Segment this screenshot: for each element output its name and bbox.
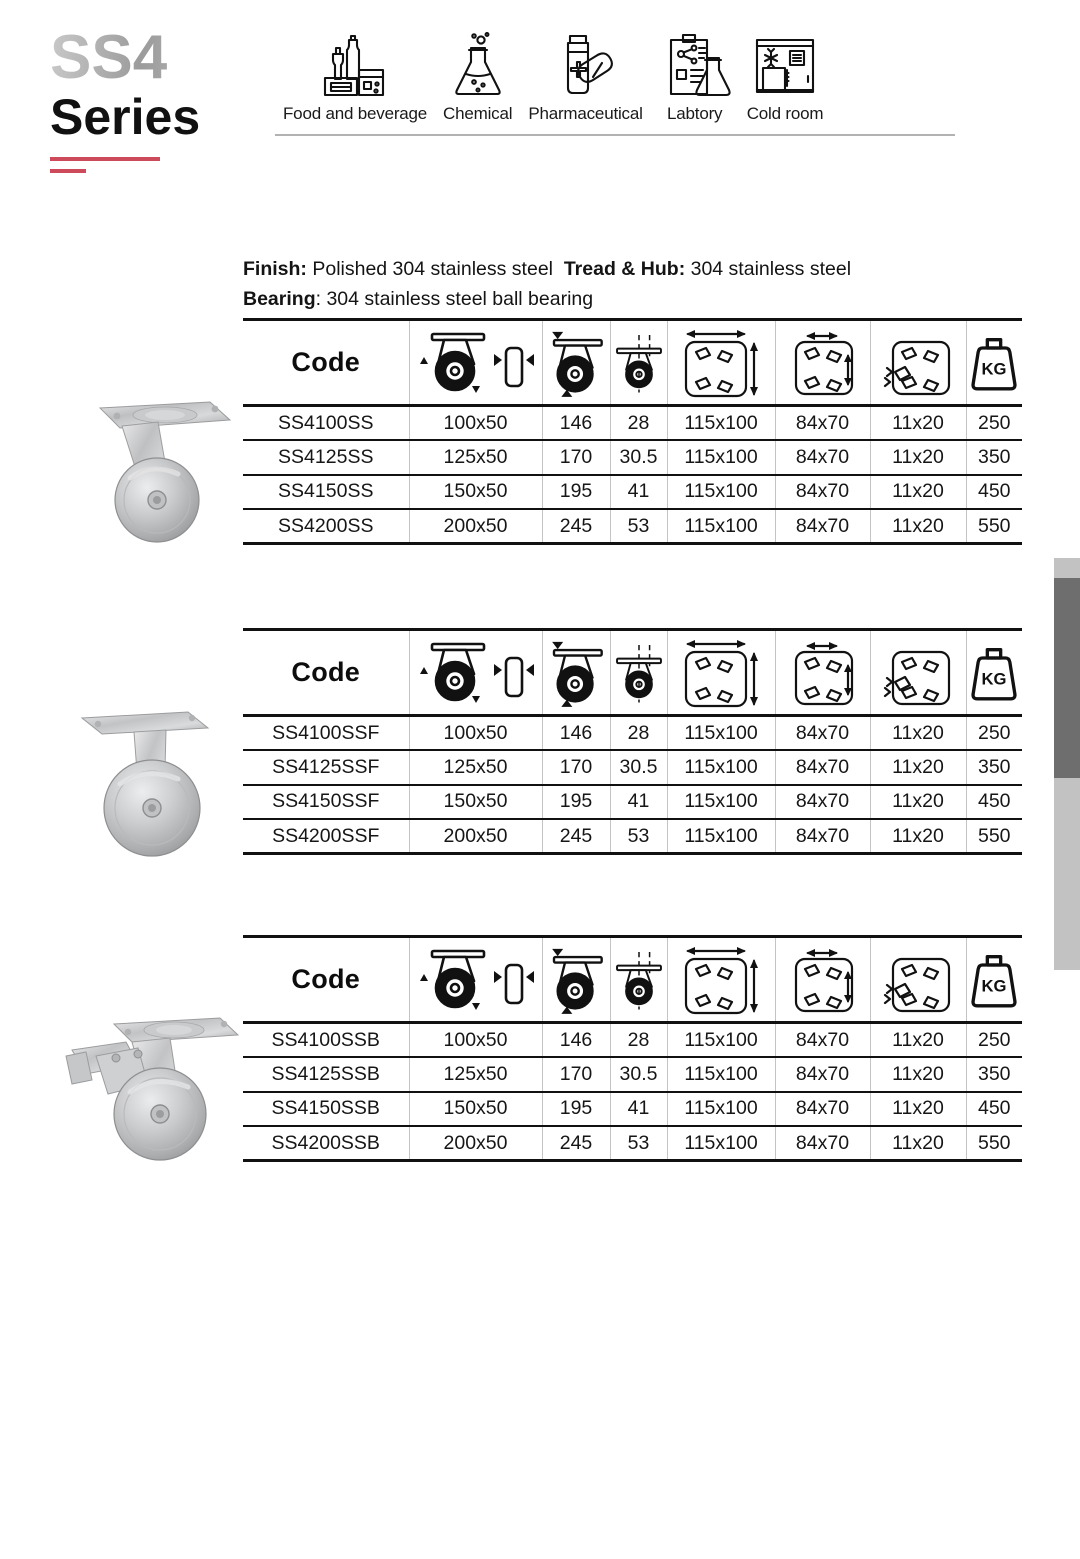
cell-hole: 11x20 bbox=[870, 509, 966, 544]
product-photo-rigid-caster bbox=[60, 700, 245, 875]
cell-kg: 250 bbox=[966, 716, 1022, 751]
cell-kg: 450 bbox=[966, 1092, 1022, 1127]
cell-bolt: 84x70 bbox=[775, 475, 870, 510]
swivel-offset-icon bbox=[611, 634, 667, 712]
cell-plate: 115x100 bbox=[667, 1057, 775, 1092]
cell-bolt: 84x70 bbox=[775, 509, 870, 544]
spec-table-swivel bbox=[243, 318, 1022, 545]
cell-code: SS4150SS bbox=[243, 475, 409, 510]
bolt-hole-spacing-icon bbox=[785, 941, 861, 1019]
cell-plate: 115x100 bbox=[667, 1023, 775, 1058]
top-plate-size-icon bbox=[678, 324, 764, 402]
column-header-swivel-offset bbox=[610, 937, 667, 1023]
finish-value: Polished 304 stainless steel bbox=[312, 258, 553, 280]
industry-list bbox=[275, 32, 955, 124]
cell-kg: 550 bbox=[966, 509, 1022, 544]
cell-code: SS4200SSF bbox=[243, 819, 409, 854]
food-and-beverage-icon bbox=[315, 32, 395, 98]
cell-plate: 115x100 bbox=[667, 785, 775, 820]
cell-height: 195 bbox=[542, 1092, 610, 1127]
cell-hole: 11x20 bbox=[870, 785, 966, 820]
cell-height: 146 bbox=[542, 716, 610, 751]
column-header-bolt-hole-size bbox=[870, 630, 966, 716]
laboratory-icon bbox=[659, 32, 731, 98]
table-header-row bbox=[243, 630, 1022, 716]
cell-wheel: 100x50 bbox=[409, 406, 542, 441]
bearing-label: Bearing bbox=[243, 287, 316, 310]
cell-code: SS4200SSB bbox=[243, 1126, 409, 1161]
cell-kg: 450 bbox=[966, 785, 1022, 820]
cell-code: SS4100SS bbox=[243, 406, 409, 441]
cell-hole: 11x20 bbox=[870, 475, 966, 510]
industry-label: Pharmaceutical bbox=[528, 104, 643, 123]
bolt-hole-size-icon bbox=[879, 941, 957, 1019]
cell-plate: 115x100 bbox=[667, 750, 775, 785]
page-scrollbar-thumb[interactable] bbox=[1054, 578, 1080, 778]
tread-hub-label: Tread & Hub: bbox=[563, 258, 686, 280]
cell-hole: 11x20 bbox=[870, 1092, 966, 1127]
specification-text bbox=[243, 255, 1033, 314]
table-row bbox=[243, 1092, 1022, 1127]
column-header-plate-size bbox=[667, 937, 775, 1023]
code-header-label: Code bbox=[291, 964, 361, 994]
column-header-bolt-hole-size bbox=[870, 937, 966, 1023]
column-header-wheel-size bbox=[409, 630, 542, 716]
column-header-plate-size bbox=[667, 630, 775, 716]
cell-kg: 350 bbox=[966, 750, 1022, 785]
bolt-hole-spacing-icon bbox=[785, 324, 861, 402]
cell-plate: 115x100 bbox=[667, 475, 775, 510]
cell-code: SS4100SSB bbox=[243, 1023, 409, 1058]
cell-height: 170 bbox=[542, 1057, 610, 1092]
cell-kg: 250 bbox=[966, 1023, 1022, 1058]
cell-hole: 11x20 bbox=[870, 819, 966, 854]
cell-wheel: 150x50 bbox=[409, 475, 542, 510]
table-body bbox=[243, 406, 1022, 544]
cell-bolt: 84x70 bbox=[775, 406, 870, 441]
pharmaceutical-icon bbox=[548, 32, 624, 98]
industry-label: Cold room bbox=[746, 104, 824, 123]
table-row bbox=[243, 406, 1022, 441]
table-row bbox=[243, 509, 1022, 544]
cell-offset: 53 bbox=[610, 819, 667, 854]
cell-bolt: 84x70 bbox=[775, 819, 870, 854]
industries-divider bbox=[275, 134, 955, 136]
cell-height: 195 bbox=[542, 785, 610, 820]
cell-kg: 550 bbox=[966, 819, 1022, 854]
cell-offset: 41 bbox=[610, 1092, 667, 1127]
cell-bolt: 84x70 bbox=[775, 1023, 870, 1058]
column-header-swivel-offset bbox=[610, 630, 667, 716]
cell-kg: 250 bbox=[966, 406, 1022, 441]
tread-hub-value: 304 stainless steel bbox=[690, 258, 852, 280]
column-header-wheel-size bbox=[409, 937, 542, 1023]
spec-table-rigid bbox=[243, 628, 1022, 855]
column-header-code bbox=[243, 320, 409, 406]
cell-code: SS4125SS bbox=[243, 440, 409, 475]
industry-label: Labtory bbox=[667, 104, 723, 123]
table-row bbox=[243, 440, 1022, 475]
series-code: SS4 bbox=[50, 28, 280, 89]
cell-height: 245 bbox=[542, 509, 610, 544]
industry-item-pharmaceutical bbox=[520, 32, 650, 124]
table-body bbox=[243, 716, 1022, 854]
top-plate-size-icon bbox=[678, 634, 764, 712]
cell-offset: 30.5 bbox=[610, 750, 667, 785]
swivel-offset-icon bbox=[611, 324, 667, 402]
column-header-load-capacity bbox=[966, 320, 1022, 406]
spec-table-swivel-brake bbox=[243, 935, 1022, 1162]
cell-hole: 11x20 bbox=[870, 1023, 966, 1058]
cell-hole: 11x20 bbox=[870, 716, 966, 751]
cell-code: SS4125SSB bbox=[243, 1057, 409, 1092]
industry-label: Chemical bbox=[443, 104, 513, 123]
cell-code: SS4100SSF bbox=[243, 716, 409, 751]
industry-label: Food and beverage bbox=[283, 104, 428, 123]
cell-wheel: 125x50 bbox=[409, 440, 542, 475]
table-row bbox=[243, 1023, 1022, 1058]
cell-wheel: 150x50 bbox=[409, 785, 542, 820]
cell-hole: 11x20 bbox=[870, 1126, 966, 1161]
bolt-hole-spacing-icon bbox=[785, 634, 861, 712]
cell-wheel: 200x50 bbox=[409, 509, 542, 544]
industry-item-food-and-beverage bbox=[275, 32, 435, 124]
top-plate-size-icon bbox=[678, 941, 764, 1019]
cell-height: 146 bbox=[542, 406, 610, 441]
cell-wheel: 150x50 bbox=[409, 1092, 542, 1127]
overall-height-icon bbox=[543, 634, 609, 712]
cell-code: SS4200SS bbox=[243, 509, 409, 544]
cell-code: SS4150SSB bbox=[243, 1092, 409, 1127]
cell-height: 245 bbox=[542, 819, 610, 854]
accent-rule-short bbox=[50, 169, 86, 173]
cell-code: SS4150SSF bbox=[243, 785, 409, 820]
table-header-row bbox=[243, 320, 1022, 406]
cell-wheel: 200x50 bbox=[409, 819, 542, 854]
cell-offset: 28 bbox=[610, 716, 667, 751]
wheel-size-icon bbox=[414, 941, 538, 1019]
wheel-size-icon bbox=[414, 324, 538, 402]
cell-plate: 115x100 bbox=[667, 509, 775, 544]
column-header-overall-height bbox=[542, 937, 610, 1023]
cell-kg: 350 bbox=[966, 1057, 1022, 1092]
cell-code: SS4125SSF bbox=[243, 750, 409, 785]
cell-height: 146 bbox=[542, 1023, 610, 1058]
column-header-overall-height bbox=[542, 630, 610, 716]
cell-wheel: 125x50 bbox=[409, 750, 542, 785]
bearing-value: : 304 stainless steel ball bearing bbox=[315, 287, 594, 310]
column-header-bolt-spacing bbox=[775, 630, 870, 716]
wheel-size-icon bbox=[414, 634, 538, 712]
cold-room-icon bbox=[749, 32, 821, 98]
cell-offset: 41 bbox=[610, 475, 667, 510]
column-header-plate-size bbox=[667, 320, 775, 406]
spec-line-bearing bbox=[243, 285, 1033, 315]
cell-height: 170 bbox=[542, 750, 610, 785]
load-capacity-kg-icon bbox=[969, 944, 1019, 1016]
brand-block bbox=[50, 23, 280, 173]
cell-hole: 11x20 bbox=[870, 750, 966, 785]
accent-rule-long bbox=[50, 157, 160, 161]
code-header-label: Code bbox=[291, 657, 361, 687]
cell-plate: 115x100 bbox=[667, 819, 775, 854]
swivel-offset-icon bbox=[611, 941, 667, 1019]
table-row bbox=[243, 1057, 1022, 1092]
page-header bbox=[0, 0, 1080, 200]
column-header-overall-height bbox=[542, 320, 610, 406]
column-header-code bbox=[243, 630, 409, 716]
cell-offset: 41 bbox=[610, 785, 667, 820]
cell-offset: 53 bbox=[610, 509, 667, 544]
overall-height-icon bbox=[543, 941, 609, 1019]
series-word: Series bbox=[50, 88, 201, 145]
column-header-load-capacity bbox=[966, 937, 1022, 1023]
cell-bolt: 84x70 bbox=[775, 1057, 870, 1092]
cell-bolt: 84x70 bbox=[775, 1126, 870, 1161]
column-header-code bbox=[243, 937, 409, 1023]
table-row bbox=[243, 785, 1022, 820]
column-header-bolt-hole-size bbox=[870, 320, 966, 406]
table-row bbox=[243, 750, 1022, 785]
cell-bolt: 84x70 bbox=[775, 716, 870, 751]
cell-wheel: 100x50 bbox=[409, 716, 542, 751]
cell-offset: 28 bbox=[610, 1023, 667, 1058]
cell-plate: 115x100 bbox=[667, 1092, 775, 1127]
cell-bolt: 84x70 bbox=[775, 1092, 870, 1127]
spec-line-finish bbox=[243, 255, 1033, 285]
cell-offset: 53 bbox=[610, 1126, 667, 1161]
finish-label: Finish: bbox=[243, 258, 307, 280]
bolt-hole-size-icon bbox=[879, 324, 957, 402]
cell-wheel: 125x50 bbox=[409, 1057, 542, 1092]
load-capacity-kg-icon bbox=[969, 327, 1019, 399]
cell-hole: 11x20 bbox=[870, 406, 966, 441]
cell-kg: 550 bbox=[966, 1126, 1022, 1161]
table-row bbox=[243, 1126, 1022, 1161]
cell-offset: 30.5 bbox=[610, 1057, 667, 1092]
table-header-row bbox=[243, 937, 1022, 1023]
cell-wheel: 200x50 bbox=[409, 1126, 542, 1161]
industry-item-chemical bbox=[435, 32, 520, 124]
cell-hole: 11x20 bbox=[870, 1057, 966, 1092]
cell-plate: 115x100 bbox=[667, 716, 775, 751]
industry-item-labtory bbox=[651, 32, 739, 124]
cell-height: 195 bbox=[542, 475, 610, 510]
industry-item-cold-room bbox=[739, 32, 832, 124]
cell-bolt: 84x70 bbox=[775, 440, 870, 475]
table-body bbox=[243, 1023, 1022, 1161]
cell-kg: 350 bbox=[966, 440, 1022, 475]
overall-height-icon bbox=[543, 324, 609, 402]
cell-plate: 115x100 bbox=[667, 1126, 775, 1161]
column-header-load-capacity bbox=[966, 630, 1022, 716]
cell-hole: 11x20 bbox=[870, 440, 966, 475]
bolt-hole-size-icon bbox=[879, 634, 957, 712]
cell-kg: 450 bbox=[966, 475, 1022, 510]
cell-height: 170 bbox=[542, 440, 610, 475]
cell-plate: 115x100 bbox=[667, 440, 775, 475]
cell-offset: 30.5 bbox=[610, 440, 667, 475]
cell-bolt: 84x70 bbox=[775, 750, 870, 785]
table-row bbox=[243, 819, 1022, 854]
cell-offset: 28 bbox=[610, 406, 667, 441]
cell-height: 245 bbox=[542, 1126, 610, 1161]
column-header-swivel-offset bbox=[610, 320, 667, 406]
code-header-label: Code bbox=[291, 347, 361, 377]
cell-wheel: 100x50 bbox=[409, 1023, 542, 1058]
table-row bbox=[243, 716, 1022, 751]
load-capacity-kg-icon bbox=[969, 637, 1019, 709]
table-row bbox=[243, 475, 1022, 510]
column-header-bolt-spacing bbox=[775, 320, 870, 406]
chemical-flask-icon bbox=[447, 32, 509, 98]
cell-bolt: 84x70 bbox=[775, 785, 870, 820]
cell-plate: 115x100 bbox=[667, 406, 775, 441]
product-photo-swivel-caster-with-brake bbox=[52, 1008, 252, 1183]
column-header-wheel-size bbox=[409, 320, 542, 406]
column-header-bolt-spacing bbox=[775, 937, 870, 1023]
product-photo-swivel-caster bbox=[60, 392, 245, 567]
